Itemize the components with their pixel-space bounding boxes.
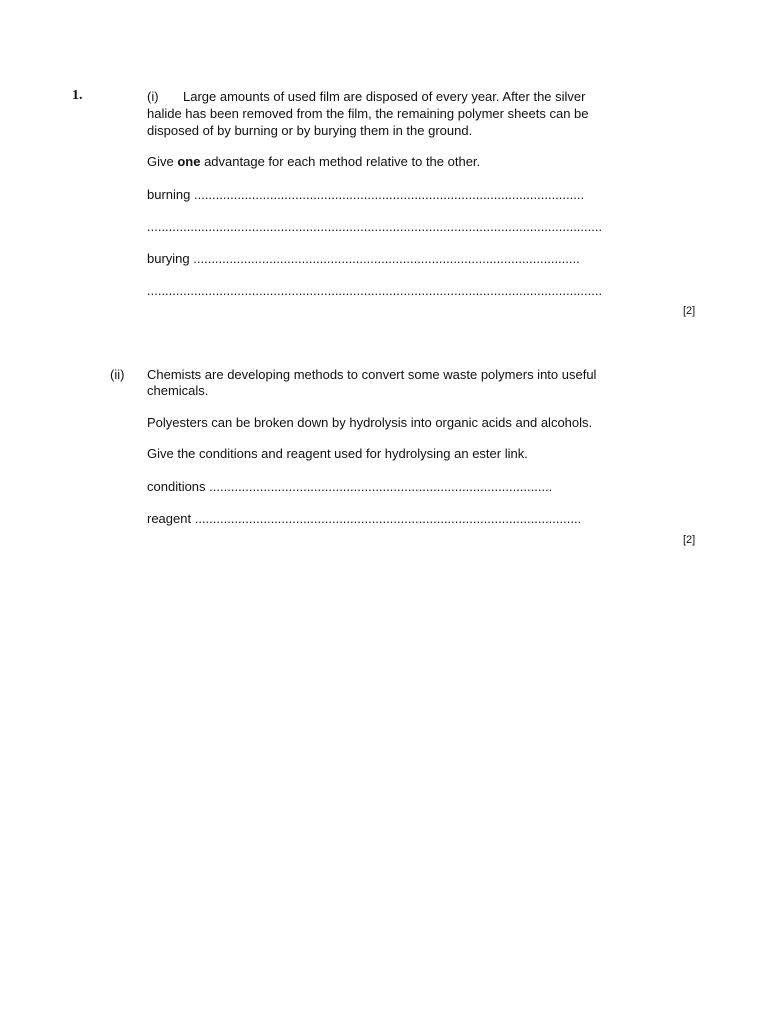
burning-answer-line[interactable]	[147, 187, 584, 203]
burying-answer-line[interactable]	[147, 251, 580, 267]
part-ii-label: (ii)	[110, 367, 125, 382]
part-i-intro-line-3: disposed of by burning or by burying them in the ground.	[147, 123, 473, 138]
polyester-text: Polyesters can be broken down by hydrolysis into organic acids and alcohols.	[147, 415, 593, 430]
burning-label: burning	[147, 187, 191, 202]
part-i-prompt-bold: one	[177, 154, 201, 169]
part-i-label: (i)	[147, 89, 159, 104]
conditions-answer-line[interactable]	[147, 479, 552, 495]
part-ii-marks: [2]	[683, 534, 696, 546]
burying-answer-line-2[interactable]: ..............................................................................................................................	[147, 283, 603, 298]
reagent-label: reagent	[147, 511, 192, 526]
part-i-intro-line-2: halide has been removed from the film, the remaining polymer sheets can be	[147, 106, 589, 121]
part-ii-intro-line-1: Chemists are developing methods to convert some waste polymers into useful	[147, 367, 597, 382]
burying-dots: ...........................................................................................................	[193, 251, 580, 266]
part-ii-intro-line-2: chemicals.	[147, 383, 209, 398]
burning-dots: ............................................................................................................	[194, 187, 585, 202]
burning-answer-line-2[interactable]: ..............................................................................................................................	[147, 219, 603, 234]
burying-label: burying	[147, 251, 190, 266]
part-i-intro-line-1: Large amounts of used film are disposed of every year. After the silver	[183, 89, 586, 104]
part-i-prompt	[147, 154, 480, 170]
part-ii-prompt: Give the conditions and reagent used for hydrolysing an ester link.	[147, 446, 528, 461]
question-number: 1.	[72, 88, 83, 103]
part-i-prompt-post: advantage for each method relative to the other.	[200, 154, 481, 169]
conditions-dots: ...............................................................................................	[209, 479, 553, 494]
reagent-answer-line[interactable]	[147, 511, 581, 527]
conditions-label: conditions	[147, 479, 206, 494]
part-i-marks: [2]	[683, 305, 696, 317]
reagent-dots: ...........................................................................................................	[194, 511, 582, 526]
part-i-prompt-pre: Give	[147, 154, 178, 169]
